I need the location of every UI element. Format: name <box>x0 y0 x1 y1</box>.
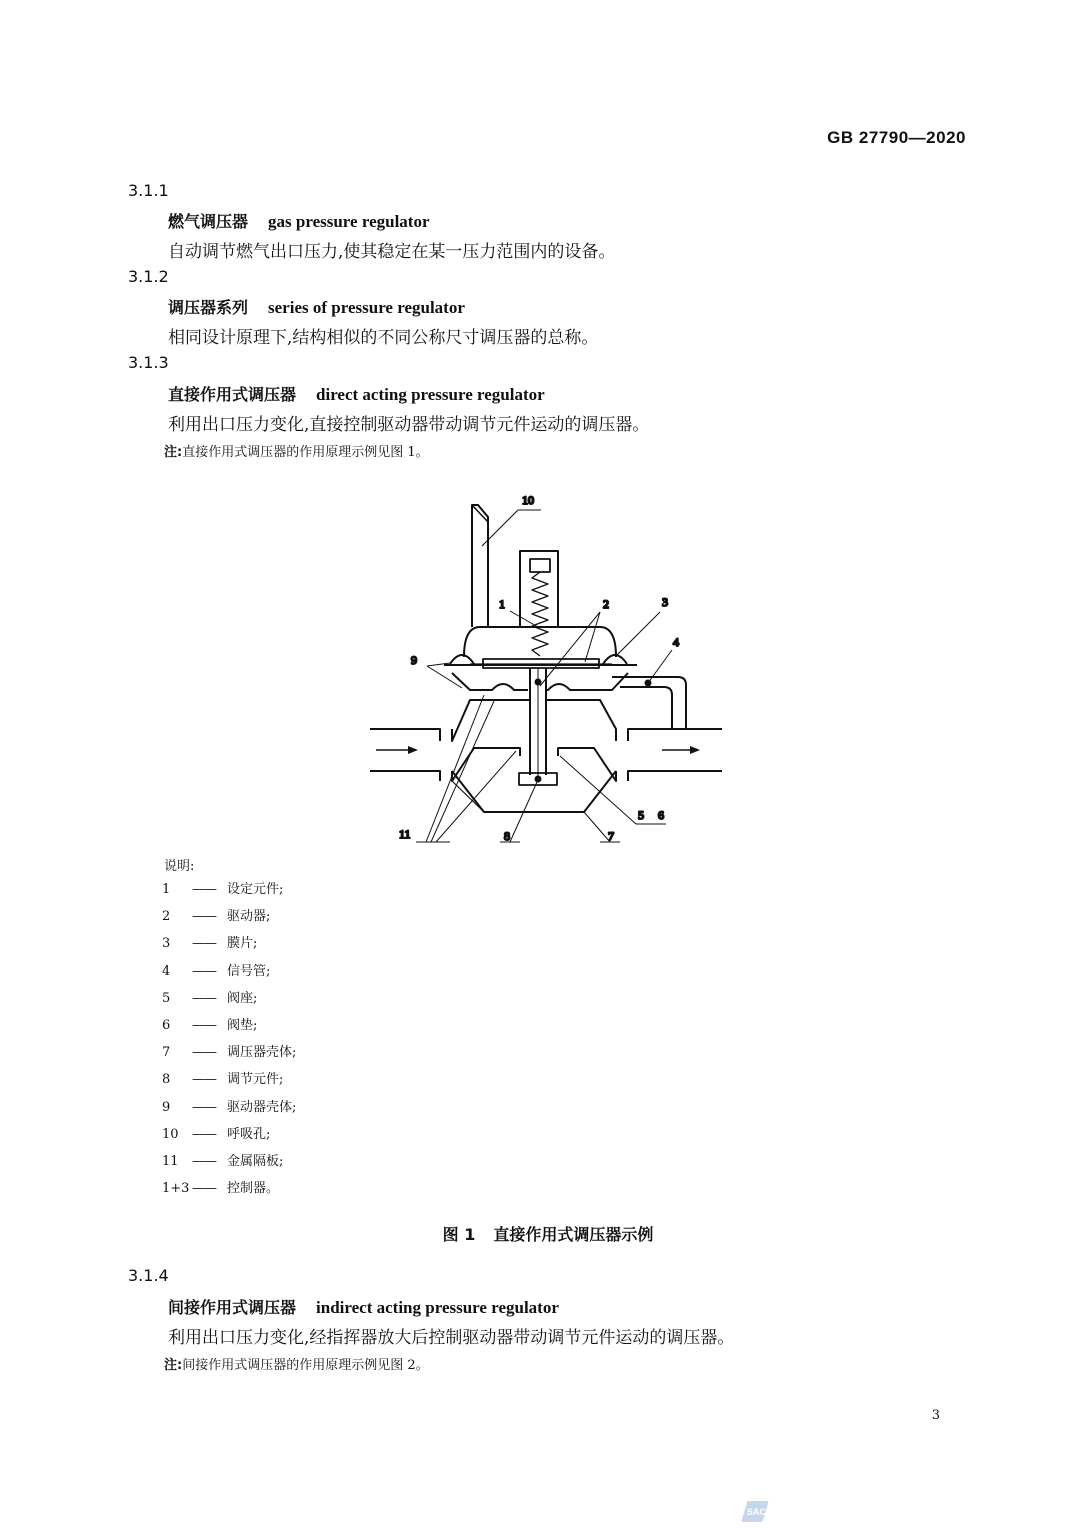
term-en: indirect acting pressure regulator <box>316 1298 559 1317</box>
legend-item: 4 —— 信号管; <box>162 963 271 979</box>
legend-item: 5 —— 阀座; <box>162 990 258 1006</box>
term-heading <box>168 295 465 318</box>
legend-item: 8 —— 调节元件; <box>162 1072 284 1088</box>
standard-number: GB 27790—2020 <box>827 128 966 147</box>
term-en: gas pressure regulator <box>268 212 430 231</box>
note-text: 间接作用式调压器的作用原理示例见图 2。 <box>182 1358 429 1373</box>
legend-item: 11 —— 金属隔板; <box>162 1153 284 1169</box>
term-definition: 利用出口压力变化,经指挥器放大后控制驱动器带动调节元件运动的调压器。 <box>168 1328 735 1348</box>
section-number: 3.1.2 <box>128 267 169 286</box>
callout-3: 3 <box>662 595 668 609</box>
term-cn: 燃气调压器 <box>168 212 249 231</box>
callout-2: 2 <box>603 597 609 611</box>
callout-8: 8 <box>504 829 510 843</box>
legend-item: 7 —— 调压器壳体; <box>162 1045 297 1061</box>
legend-item: 9 —— 驱动器壳体; <box>162 1099 297 1115</box>
sac-logo-icon <box>741 1499 770 1523</box>
term-en: direct acting pressure regulator <box>316 385 545 404</box>
regulator-diagram <box>360 488 730 850</box>
svg-text:SAC: SAC <box>747 1507 767 1517</box>
term-heading <box>168 382 545 405</box>
legend-title: 说明: <box>164 859 195 874</box>
term-definition: 自动调节燃气出口压力,使其稳定在某一压力范围内的设备。 <box>168 242 616 262</box>
page-number: 3 <box>931 1408 940 1423</box>
term-definition: 利用出口压力变化,直接控制驱动器带动调节元件运动的调压器。 <box>168 415 650 435</box>
term-cn: 间接作用式调压器 <box>168 1298 297 1317</box>
figure-title: 直接作用式调压器示例 <box>493 1225 654 1244</box>
term-heading <box>168 1295 559 1318</box>
note-text: 直接作用式调压器的作用原理示例见图 1。 <box>182 445 429 460</box>
figure-caption <box>0 1222 1080 1245</box>
term-cn: 调压器系列 <box>168 298 249 317</box>
callout-1: 1 <box>499 597 505 611</box>
legend-list <box>162 880 296 1206</box>
term-en: series of pressure regulator <box>268 298 465 317</box>
legend-item: 3 —— 膜片; <box>162 936 258 952</box>
callout-4: 4 <box>673 635 679 649</box>
section-number: 3.1.1 <box>128 181 169 200</box>
callout-6: 6 <box>658 808 664 822</box>
legend-item: 1 —— 设定元件; <box>162 882 284 897</box>
note-label: 注: <box>164 1358 183 1373</box>
term-definition: 相同设计原理下,结构相似的不同公称尺寸调压器的总称。 <box>168 328 599 348</box>
callout-11: 11 <box>399 827 411 841</box>
note-label: 注: <box>164 445 183 460</box>
callout-9: 9 <box>411 653 417 667</box>
legend-item: 1+3 —— 控制器。 <box>162 1181 280 1197</box>
note <box>164 441 429 460</box>
section-number: 3.1.4 <box>128 1266 169 1285</box>
legend-item: 10 —— 呼吸孔; <box>162 1126 271 1142</box>
term-cn: 直接作用式调压器 <box>168 385 297 404</box>
note <box>164 1354 429 1373</box>
legend-item: 6 —— 阀垫; <box>162 1017 258 1033</box>
callout-10: 10 <box>522 493 534 507</box>
legend-item: 2 —— 驱动器; <box>162 909 271 925</box>
term-heading <box>168 209 430 232</box>
section-number: 3.1.3 <box>128 353 169 372</box>
callout-5: 5 <box>638 808 644 822</box>
callout-7: 7 <box>608 829 614 843</box>
figure-number: 图 1 <box>442 1225 476 1244</box>
